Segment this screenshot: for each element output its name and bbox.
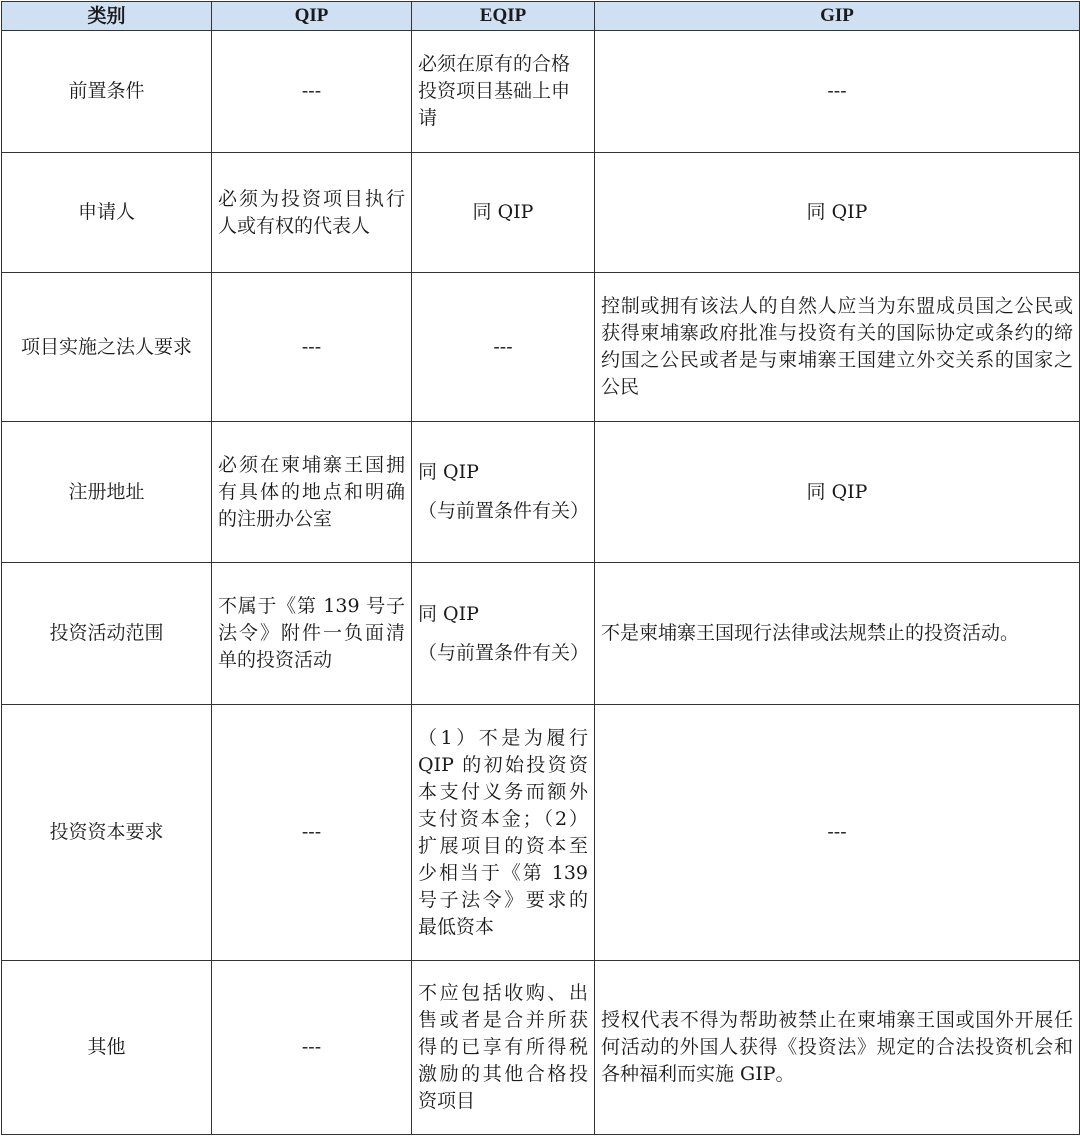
row-category: 投资资本要求 xyxy=(2,705,212,961)
header-category: 类别 xyxy=(2,2,212,31)
eqip-cell xyxy=(412,563,595,705)
qip-cell: 不属于《第 139 号子法令》附件一负面清单的投资活动 xyxy=(212,563,412,705)
eqip-same-as-text: 同 QIP xyxy=(418,461,479,483)
gip-cell: 同 QIP xyxy=(595,153,1080,273)
gip-cell: 同 QIP xyxy=(595,422,1080,563)
gip-cell: 不是柬埔寨王国现行法律或法规禁止的投资活动。 xyxy=(595,563,1080,705)
eqip-cell xyxy=(412,422,595,563)
eqip-cell: --- xyxy=(412,273,595,422)
table-row xyxy=(2,273,1080,422)
qip-cell: 必须在柬埔寨王国拥有具体的地点和明确的注册办公室 xyxy=(212,422,412,563)
gip-cell: 授权代表不得为帮助被禁止在柬埔寨王国或国外开展任何活动的外国人获得《投资法》规定的合法投资机会和各种福利而实施 GIP。 xyxy=(595,961,1080,1135)
comparison-table xyxy=(1,1,1080,1135)
gip-cell: --- xyxy=(595,31,1080,153)
eqip-cell: （1）不是为履行 QIP 的初始投资资本支付义务而额外支付资本金；（2）扩展项目的资本至少相当于《第 139 号子法令》要求的最低资本 xyxy=(412,705,595,961)
table-row xyxy=(2,31,1080,153)
eqip-same-as-text: 同 QIP xyxy=(418,602,479,625)
header-eqip: EQIP xyxy=(412,2,595,31)
qip-cell: --- xyxy=(212,705,412,961)
gip-cell: 控制或拥有该法人的自然人应当为东盟成员国之公民或获得柬埔寨政府批准与投资有关的国际协定或条约的缔约国之公民或者是与柬埔寨王国建立外交关系的国家之公民 xyxy=(595,273,1080,422)
eqip-cell: 同 QIP xyxy=(412,153,595,273)
row-category: 项目实施之法人要求 xyxy=(2,273,212,422)
eqip-note-text: （与前置条件有关） xyxy=(418,641,590,664)
row-category: 投资活动范围 xyxy=(2,563,212,705)
table-row xyxy=(2,961,1080,1135)
qip-cell: --- xyxy=(212,273,412,422)
table-row xyxy=(2,705,1080,961)
qip-cell: 必须为投资项目执行人或有权的代表人 xyxy=(212,153,412,273)
row-category: 申请人 xyxy=(2,153,212,273)
table-row xyxy=(2,563,1080,705)
table-row xyxy=(2,422,1080,563)
header-qip: QIP xyxy=(212,2,412,31)
header-gip: GIP xyxy=(595,2,1080,31)
header-row xyxy=(2,2,1080,31)
qip-cell: --- xyxy=(212,31,412,153)
gip-cell: --- xyxy=(595,705,1080,961)
qip-cell: --- xyxy=(212,961,412,1135)
eqip-cell: 不应包括收购、出售或者是合并所获得的已享有所得税激励的其他合格投资项目 xyxy=(412,961,595,1135)
row-category: 注册地址 xyxy=(2,422,212,563)
row-category: 前置条件 xyxy=(2,31,212,153)
row-category: 其他 xyxy=(2,961,212,1135)
eqip-note-text: （与前置条件有关） xyxy=(418,500,590,522)
table-row xyxy=(2,153,1080,273)
eqip-cell: 必须在原有的合格投资项目基础上申请 xyxy=(412,31,595,153)
